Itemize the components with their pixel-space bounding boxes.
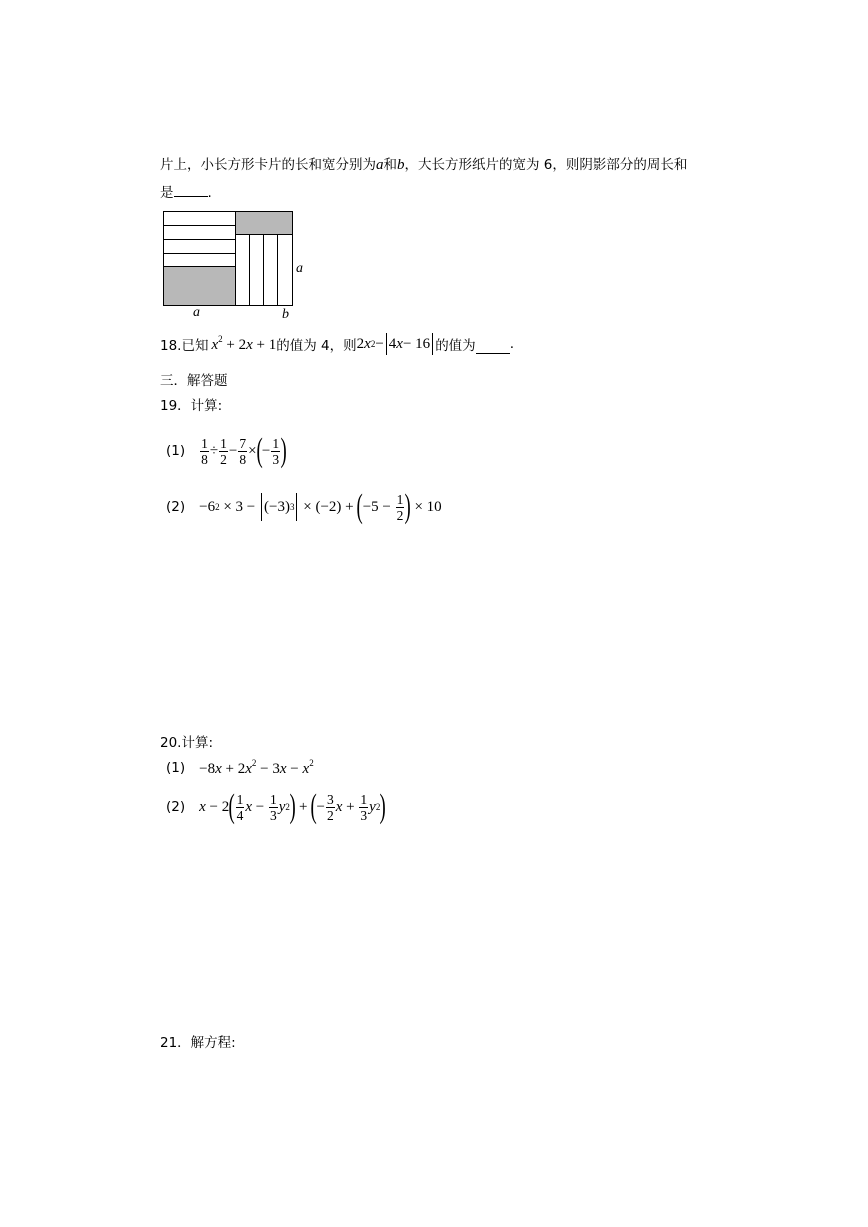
frac-7-8: [238, 436, 247, 467]
q20-p1-expr: [199, 758, 314, 778]
q19-p2-label: (2): [166, 499, 186, 515]
q18-x2: x: [246, 337, 253, 353]
paren-left: (: [228, 788, 236, 825]
paren-open: (: [264, 498, 270, 515]
q17-text-a: 片上，小长方形卡片的长和宽分别为: [160, 157, 376, 173]
frac-num: 3: [327, 791, 334, 807]
term-neg5: −5 −: [362, 498, 395, 515]
fig-label-b-bottom: b: [282, 307, 289, 320]
q20-part2: [166, 784, 386, 830]
section-heading: 三．解答题: [160, 373, 228, 389]
paren-right: ): [289, 788, 296, 825]
op-plus: +: [342, 798, 359, 815]
coef-neg8: −8: [199, 761, 216, 777]
frac-den: 8: [239, 451, 247, 467]
var-x: x: [335, 798, 343, 815]
exp-3: 3: [289, 502, 295, 512]
paren-left: (: [356, 488, 364, 525]
frac-1-3: [269, 792, 278, 823]
exp-2: 2: [375, 802, 381, 812]
exp-2: 2: [251, 758, 257, 768]
paren-right: ): [404, 488, 412, 525]
var-x: x: [215, 761, 222, 777]
abs-bar-left: [261, 493, 262, 521]
var-b: b: [397, 157, 405, 173]
q18: [160, 331, 514, 357]
op-times10: × 10: [410, 498, 442, 515]
exp-2: 2: [215, 502, 220, 512]
q18-x1: x: [211, 337, 219, 353]
q20-p2-label: (2): [166, 799, 186, 815]
q19-part1: [166, 428, 286, 474]
var-x: x: [302, 761, 310, 777]
fig-label-a-right: a: [296, 261, 303, 276]
op-times3: × 3 −: [219, 498, 260, 515]
answer-blank: [174, 184, 208, 197]
frac-num: 1: [269, 791, 277, 807]
var-y: y: [369, 798, 376, 815]
q17-line2-text: 是: [160, 185, 174, 201]
q17-line2: [160, 181, 212, 201]
term-neg6: −6: [199, 498, 216, 515]
abs-bar-right: [432, 333, 433, 355]
q19-p1-label: (1): [166, 443, 186, 459]
coef-minus3: − 3: [256, 761, 280, 777]
frac-den: 2: [220, 451, 227, 467]
var-x: x: [245, 798, 253, 815]
paren-left: (: [310, 788, 317, 825]
q20-title: 20.计算:: [160, 735, 214, 751]
paren-left: (: [256, 432, 263, 469]
q18-x4: x: [396, 335, 403, 352]
op-neg: −: [261, 442, 271, 459]
var-x: x: [199, 798, 206, 815]
frac-den: 3: [360, 807, 368, 823]
var-x: x: [279, 761, 287, 777]
q17-line1: [160, 153, 687, 174]
op-minus: −: [252, 798, 268, 815]
q18-minus16: − 16: [402, 335, 431, 352]
coef-plus2: + 2: [221, 761, 246, 777]
frac-1-3: [359, 792, 368, 823]
q17-text-b: ，大长方形纸片的宽为 6，则阴影部分的周长和: [404, 157, 688, 173]
exp-2: 2: [285, 802, 290, 812]
shaded-rect-top: [236, 212, 293, 235]
q18-plus1: + 1: [252, 337, 277, 353]
frac-1-2: [396, 492, 405, 523]
paren-right: ): [379, 788, 387, 825]
abs-bar-right: [296, 493, 297, 521]
frac-den: 8: [201, 451, 208, 467]
q18-four: 4: [388, 335, 397, 352]
q20-part1: [166, 757, 314, 779]
frac-num: 1: [220, 435, 227, 451]
q21-title: 21．解方程:: [160, 1035, 236, 1051]
paren-right: ): [280, 432, 287, 469]
q18-end: .: [509, 336, 514, 352]
frac-1-2: [219, 436, 228, 467]
q18-exp1: 2: [218, 334, 223, 344]
op-neg: −: [316, 798, 325, 815]
frac-1-8: [200, 436, 209, 467]
frac-den: 3: [269, 807, 277, 823]
frac-3-2: [326, 792, 335, 823]
q18-mid: 的值为 4，则: [276, 338, 357, 354]
frac-num: 1: [236, 791, 244, 807]
frac-num: 7: [239, 435, 247, 451]
op-plus: +: [295, 798, 312, 815]
frac-num: 1: [360, 791, 368, 807]
q18-expr2: [357, 333, 436, 355]
q19-title: 19．计算:: [160, 398, 223, 414]
q18-minus: −: [375, 335, 384, 352]
frac-num: 1: [272, 435, 280, 451]
q18-expr1: [211, 334, 276, 354]
frac-den: 2: [327, 807, 334, 823]
op-times: ×: [248, 442, 257, 459]
q18-plus2: + 2: [222, 337, 247, 353]
q19-p1-expr: [199, 434, 286, 468]
q18-x3: x: [364, 335, 371, 352]
exp-2: 2: [309, 758, 314, 768]
op-minus: −: [286, 761, 303, 777]
frac-den: 3: [272, 451, 280, 467]
q17-line2-end: .: [207, 185, 212, 201]
fig-label-a-bottom: a: [193, 305, 200, 320]
q17-and: 和: [383, 157, 397, 173]
op-minus: −: [228, 442, 238, 459]
abs-bar-left: [386, 333, 387, 355]
op-div: ÷: [209, 442, 219, 459]
op-times-neg2: × (−2) +: [299, 498, 358, 515]
var-y: y: [278, 798, 286, 815]
frac-den: 2: [396, 507, 404, 523]
q18-exp2: 2: [370, 339, 376, 349]
q19-p2-expr: [199, 490, 442, 524]
q18-two: 2: [356, 335, 365, 352]
q19-part2: [166, 484, 442, 530]
frac-num: 1: [201, 435, 208, 451]
var-a: a: [376, 157, 384, 173]
paren-close: ): [284, 498, 290, 515]
q17-figure: [160, 208, 310, 320]
term-neg3: −3: [269, 498, 285, 515]
frac-1-4: [236, 792, 245, 823]
q18-prefix: 18.已知: [160, 338, 209, 354]
q18-suffix: 的值为: [435, 338, 476, 354]
op-minus2: − 2: [205, 798, 230, 815]
q20-p2-expr: [199, 790, 386, 824]
frac-1-3: [271, 436, 280, 467]
frac-num: 1: [396, 491, 404, 507]
shaded-rect-bottom: [164, 267, 236, 306]
answer-blank: [476, 341, 510, 354]
frac-den: 4: [236, 807, 244, 823]
q20-p1-label: (1): [166, 760, 186, 776]
var-x: x: [245, 761, 252, 777]
